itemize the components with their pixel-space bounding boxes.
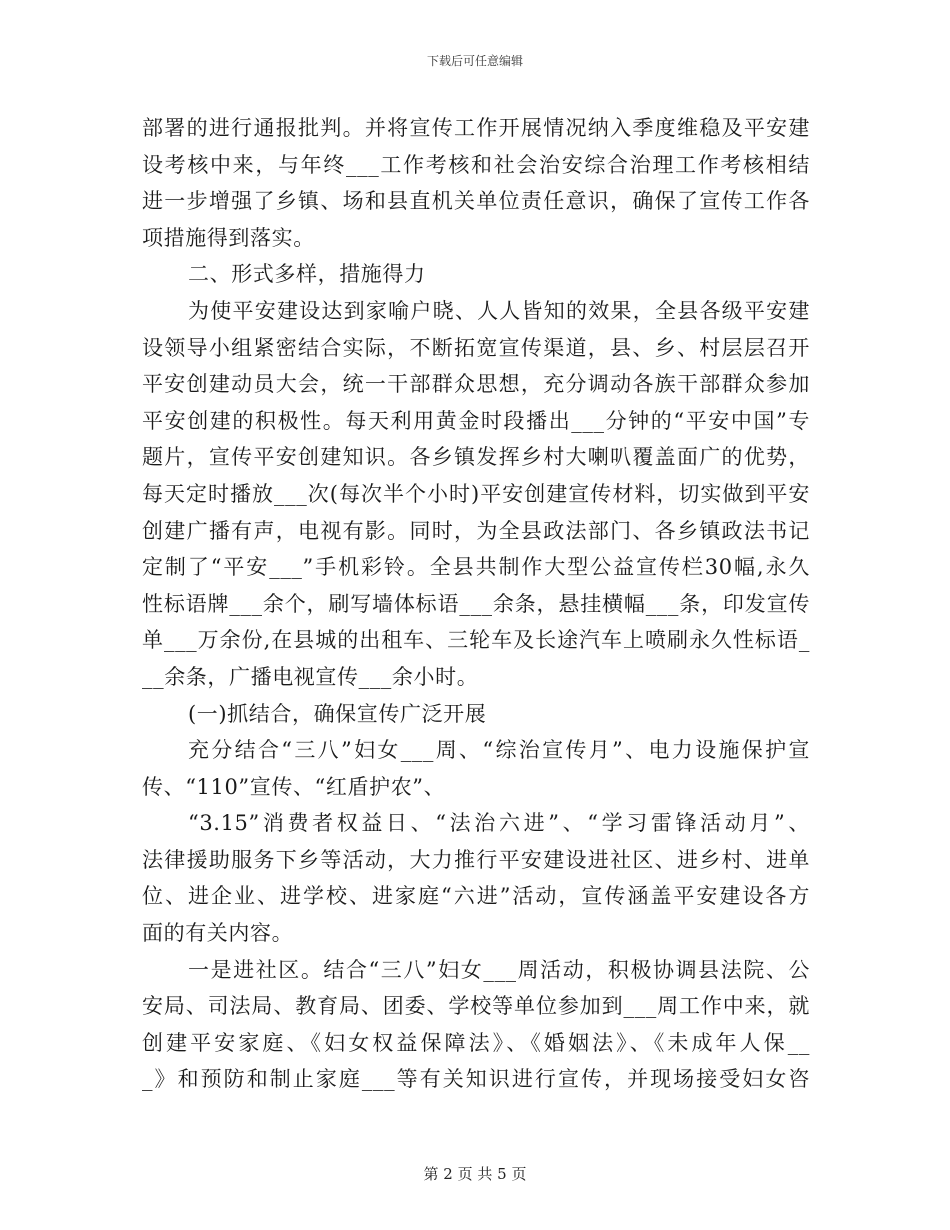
text-line: “3.15”消费者权益日、“法治六进”、“学习雷锋活动月”、 <box>188 811 810 836</box>
text-line: 性标语牌___余个，刷写墙体标语___余条，悬挂横幅___条，印发宣传 <box>142 591 810 616</box>
text-line: 二、形式多样，措施得力 <box>188 262 426 287</box>
text-line: 位、进企业、进学校、进家庭“六进”活动，宣传涵盖平安建设各方 <box>142 884 810 909</box>
text-line: 法律援助服务下乡等活动，大力推行平安建设进社区、进乡村、进单 <box>142 847 810 872</box>
text-line: 安局、司法局、教育局、团委、学校等单位参加到___周工作中来，就 <box>142 994 810 1019</box>
text-line: 平安创建的积极性。每天利用黄金时段播出___分钟的“平安中国”专 <box>142 408 810 433</box>
text-line: 每天定时播放___次(每次半个小时)平安创建宣传材料，切实做到平安 <box>142 481 810 506</box>
text-line: 进一步增强了乡镇、场和县直机关单位责任意识，确保了宣传工作各 <box>142 189 810 214</box>
text-line: 面的有关内容。 <box>142 921 294 946</box>
text-line: (一)抓结合，确保宣传广泛开展 <box>188 701 487 726</box>
text-line: 设领导小组紧密结合实际，不断拓宽宣传渠道，县、乡、村层层召开 <box>142 335 810 360</box>
text-line: 创建广播有声，电视有影。同时，为全县政法部门、各乡镇政法书记 <box>142 518 810 543</box>
text-line: 为使平安建设达到家喻户晓、人人皆知的效果，全县各级平安建 <box>188 298 810 323</box>
text-line: 充分结合“三八”妇女___周、“综治宣传月”、电力设施保护宣 <box>188 738 810 763</box>
text-line: 项措施得到落实。 <box>142 225 315 250</box>
page-header: 下载后可任意编辑 <box>426 54 523 68</box>
text-line: 定制了“平安___”手机彩铃。全县共制作大型公益宣传栏30幅,永久 <box>142 555 810 580</box>
text-line: 传、“110”宣传、“红盾护农”、 <box>142 774 446 799</box>
text-line: 创建平安家庭、《妇女权益保障法》、《婚姻法》、《未成年人保__ <box>142 1030 810 1055</box>
text-line: 一是进社区。结合“三八”妇女___周活动，积极协调县法院、公 <box>188 957 810 982</box>
text-line: _》和预防和制止家庭___等有关知识进行宣传，并现场接受妇女咨 <box>142 1067 810 1092</box>
text-line: __余条，广播电视宣传___余小时。 <box>142 664 479 689</box>
text-line: 单___万余份,在县城的出租车、三轮车及长途汽车上喷刷永久性标语_ <box>142 628 810 653</box>
page-number-footer: 第 2 页 共 5 页 <box>423 1165 527 1183</box>
document-body <box>142 110 810 1098</box>
text-line: 部署的进行通报批判。并将宣传工作开展情况纳入季度维稳及平安建 <box>142 116 810 140</box>
text-line: 题片，宣传平安创建知识。各乡镇发挥乡村大喇叭覆盖面广的优势， <box>142 445 810 470</box>
text-line: 平安创建动员大会，统一干部群众思想，充分调动各族干部群众参加 <box>142 372 810 397</box>
text-line: 设考核中来，与年终___工作考核和社会治安综合治理工作考核相结 <box>142 152 810 177</box>
